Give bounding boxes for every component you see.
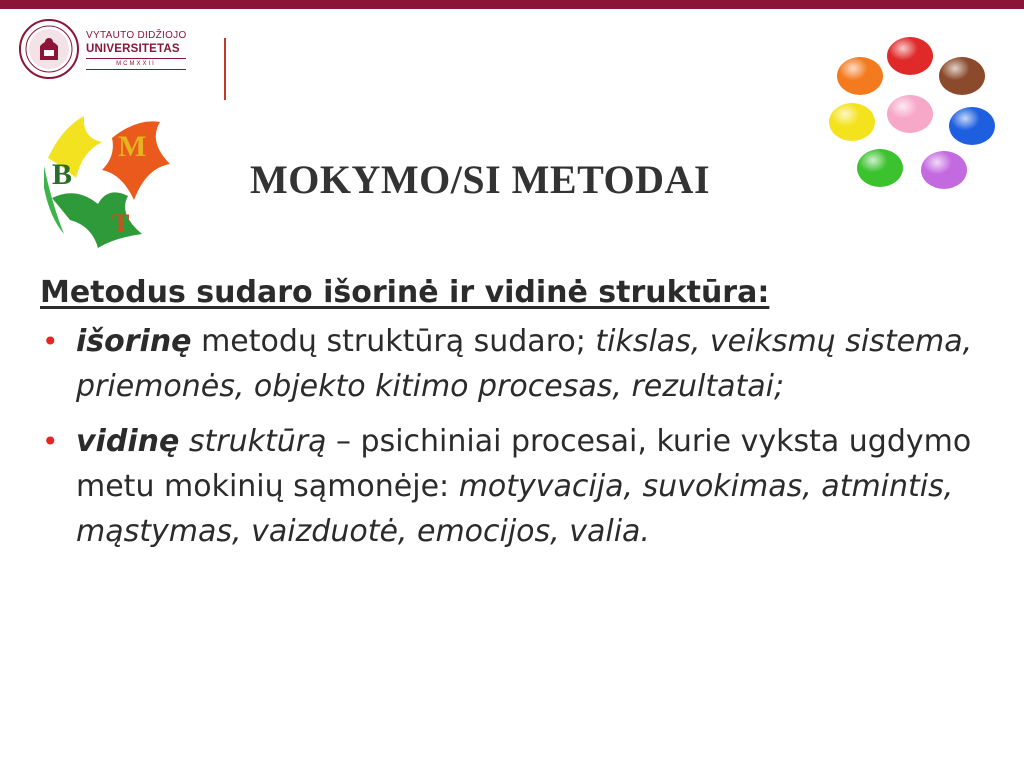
university-seal-icon bbox=[18, 18, 80, 80]
candy-purple-icon bbox=[921, 151, 967, 189]
bullet-italic-text: tikslas, veiksmų sistema, priemonės, objekto kitimo procesas, rezultatai; bbox=[76, 324, 973, 404]
top-accent-bar bbox=[0, 0, 1024, 9]
university-founding-year: MCMXXII bbox=[86, 58, 186, 70]
candy-brown-icon bbox=[939, 57, 985, 95]
university-logo bbox=[18, 18, 218, 84]
bullet-item-internal bbox=[40, 419, 1000, 554]
university-name-line2: UNIVERSITETAS bbox=[86, 43, 180, 55]
bullet-term: išorinę bbox=[76, 324, 192, 359]
bmt-logo-icon bbox=[42, 108, 182, 253]
bullet-item-external bbox=[40, 319, 1000, 409]
candies-decoration-icon bbox=[822, 34, 1002, 194]
candy-pink-icon bbox=[887, 95, 933, 133]
bmt-letter-m: M bbox=[118, 130, 147, 163]
bullet-italic-text: motyvacija, suvokimas, atmintis, mąstymas, vaizduotė, emocijos, valia. bbox=[76, 469, 954, 549]
bullet-dot-icon: • bbox=[42, 425, 59, 458]
section-heading: Metodus sudaro išorinė ir vidinė struktūra: bbox=[40, 275, 770, 310]
bmt-letter-b: B bbox=[52, 158, 73, 191]
candy-blue-icon bbox=[949, 107, 995, 145]
candy-yellow-icon bbox=[829, 103, 875, 141]
university-name bbox=[86, 30, 187, 70]
bmt-letter-t: T bbox=[112, 209, 130, 238]
university-name-line1: VYTAUTO DIDŽIOJO bbox=[86, 30, 187, 41]
bullet-text: metodų struktūrą sudaro; bbox=[191, 324, 596, 359]
candy-red-icon bbox=[887, 37, 933, 75]
candy-orange-icon bbox=[837, 57, 883, 95]
slide-title: MOKYMO/SI METODAI bbox=[250, 157, 711, 202]
candy-green-icon bbox=[857, 149, 903, 187]
logo-divider bbox=[224, 38, 226, 100]
bullet-italic-lead: struktūrą bbox=[179, 424, 327, 459]
slide-body bbox=[40, 270, 1000, 554]
bullet-dot-icon: • bbox=[42, 325, 59, 358]
bullet-text: – psichiniai procesai, kurie vyksta ugdymo metu mokinių sąmonėje: bbox=[76, 424, 972, 504]
bullet-term: vidinę bbox=[76, 424, 180, 459]
